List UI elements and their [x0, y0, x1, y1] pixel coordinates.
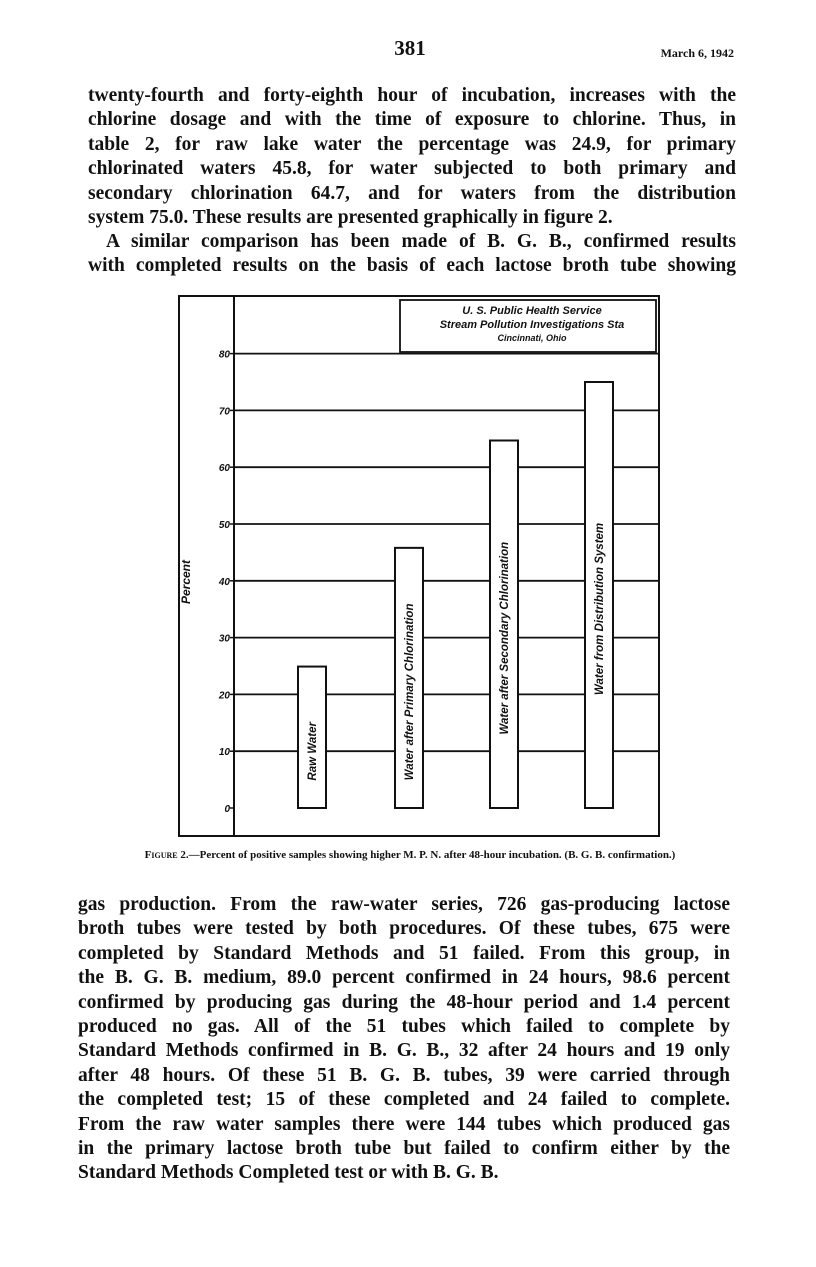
y-tick-label: 20: [218, 690, 230, 702]
y-tick-label: 40: [218, 576, 230, 588]
text-line: gas production. From the raw-water series, 726 gas-producing lactose: [78, 894, 730, 915]
figure-caption: [82, 848, 738, 863]
bar-label: Raw Water: [307, 721, 319, 781]
text-line: with completed results on the basis of each lactose broth tube showing: [88, 255, 736, 277]
text-line: the B. G. B. medium, 89.0 percent confirmed in 24 hours, 98.6 percent: [78, 967, 730, 989]
paragraph-middle: [88, 230, 736, 279]
text-line: in the primary lactose broth tube but failed to confirm either by the: [78, 1138, 730, 1160]
y-axis-label: Percent: [179, 559, 193, 605]
page-number: 381: [394, 36, 426, 60]
text-line: system 75.0. These results are presented graphically in figure 2.: [88, 207, 613, 229]
y-tick-label: 70: [218, 406, 230, 418]
text-line: twenty-fourth and forty-eighth hour of incubation, increases with the: [88, 85, 736, 106]
y-tick-label: 50: [218, 520, 230, 531]
caption-label: Figure 2.: [144, 849, 189, 861]
bar-label: Water after Secondary Chlorination: [499, 541, 511, 735]
text-line: chlorine dosage and with the time of exposure to chlorine. Thus, in: [88, 109, 736, 131]
text-line: From the raw water samples there were 144 tubes which produced gas: [78, 1113, 730, 1135]
y-tick-label: 80: [218, 349, 230, 361]
page-date: March 6, 1942: [660, 46, 734, 60]
y-tick-label: 10: [218, 747, 230, 759]
text-line: produced no gas. All of the 51 tubes which failed to complete by: [78, 1016, 730, 1038]
paragraph-top: [88, 84, 736, 230]
y-tick-label: 0: [224, 804, 230, 815]
notice-line: U. S. Public Health Service: [462, 305, 602, 317]
text-line: table 2, for raw lake water the percentage was 24.9, for primary: [88, 133, 736, 155]
text-line: Standard Methods Completed test or with B. G. B.: [78, 1162, 499, 1184]
text-line: A similar comparison has been made of B. G. B., confirmed results: [106, 231, 736, 252]
y-tick-label: 60: [218, 463, 230, 475]
y-tick-label: 30: [218, 633, 230, 645]
bar-label: Water after Primary Chlorination: [404, 603, 416, 781]
text-line: Standard Methods confirmed in B. G. B., 32 after 24 hours and 19 only: [78, 1040, 730, 1062]
text-line: after 48 hours. Of these 51 B. G. B. tubes, 39 were carried through: [78, 1064, 730, 1086]
notice-line: Cincinnati, Ohio: [497, 333, 567, 343]
bar-label: Water from Distribution System: [594, 522, 606, 696]
text-line: broth tubes were tested by both procedures. Of these tubes, 675 were: [78, 918, 730, 940]
text-line: confirmed by producing gas during the 48-hour period and 1.4 percent: [78, 991, 730, 1013]
bar-chart: [178, 295, 660, 837]
caption-text: —Percent of positive samples showing higher M. P. N. after 48-hour incubation. (B. G. B. confirmation.): [188, 849, 676, 861]
figure-notice: [400, 301, 664, 353]
notice-line: Stream Pollution Investigations Sta: [439, 319, 625, 331]
text-line: completed by Standard Methods and 51 failed. From this group, in: [78, 942, 730, 964]
paragraph-bottom: [78, 893, 730, 1186]
text-line: chlorinated waters 45.8, for water subjected to both primary and: [88, 158, 736, 180]
text-line: secondary chlorination 64.7, and for waters from the distribution: [88, 182, 736, 204]
text-line: the completed test; 15 of these completed and 24 failed to complete.: [78, 1089, 730, 1111]
figure-2-chart: [178, 295, 660, 837]
